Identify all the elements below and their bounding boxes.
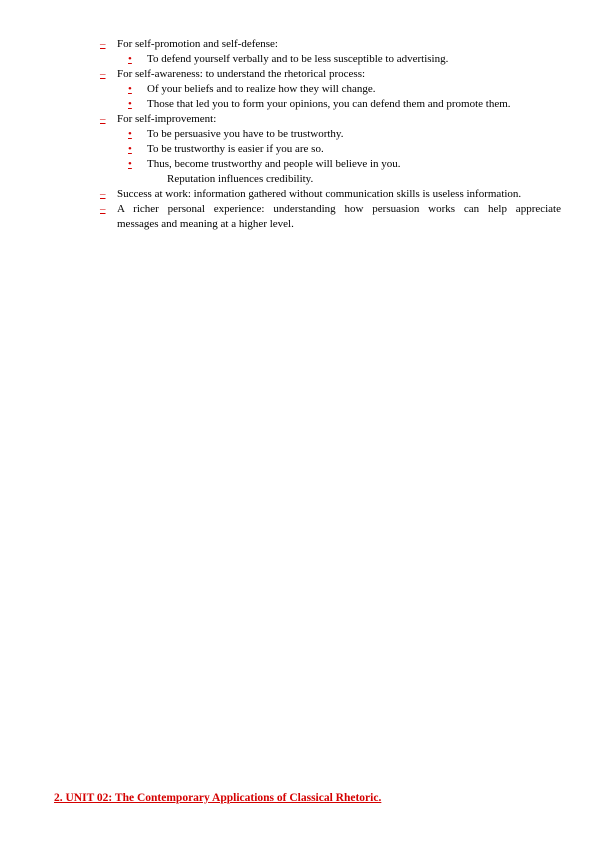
dash-bullet: – bbox=[100, 188, 106, 200]
sub-list-item: • To defend yourself verbally and to be less susceptible to advertising. bbox=[128, 53, 449, 65]
list-item: – A richer personal experience: understanding how persuasion works can help appreciate bbox=[100, 203, 561, 215]
list-item-continuation: messages and meaning at a higher level. bbox=[117, 218, 294, 230]
dash-bullet: – bbox=[100, 203, 106, 215]
dot-bullet: • bbox=[128, 158, 132, 170]
list-item: – For self-awareness: to understand the rhetorical process: bbox=[100, 68, 366, 80]
dot-bullet: • bbox=[128, 98, 132, 110]
sub-list-item: • Of your beliefs and to realize how they will change. bbox=[128, 83, 376, 95]
dash-bullet: – bbox=[100, 68, 106, 80]
dot-bullet: • bbox=[128, 83, 132, 95]
list-item: – For self-improvement: bbox=[100, 113, 217, 125]
dot-bullet: • bbox=[128, 143, 132, 155]
dot-bullet: • bbox=[128, 53, 132, 65]
sub-list-item: • Thus, become trustworthy and people will believe in you. bbox=[128, 158, 401, 170]
sub-list-item: • Those that led you to form your opinions, you can defend them and promote them. bbox=[128, 98, 511, 110]
sub-list-item: • To be trustworthy is easier if you are so. bbox=[128, 143, 324, 155]
sub-list-item: • To be persuasive you have to be trustworthy. bbox=[128, 128, 344, 140]
list-item: – Success at work: information gathered without communication skills is useless information. bbox=[100, 188, 522, 200]
list-item: – For self-promotion and self-defense: bbox=[100, 38, 278, 50]
dot-bullet: • bbox=[128, 128, 132, 140]
dash-bullet: – bbox=[100, 113, 106, 125]
section-heading: 2. UNIT 02: The Contemporary Applications of Classical Rhetoric. bbox=[54, 792, 382, 804]
dash-bullet: – bbox=[100, 38, 106, 50]
sub-sub-list-item: Reputation influences credibility. bbox=[167, 173, 314, 185]
